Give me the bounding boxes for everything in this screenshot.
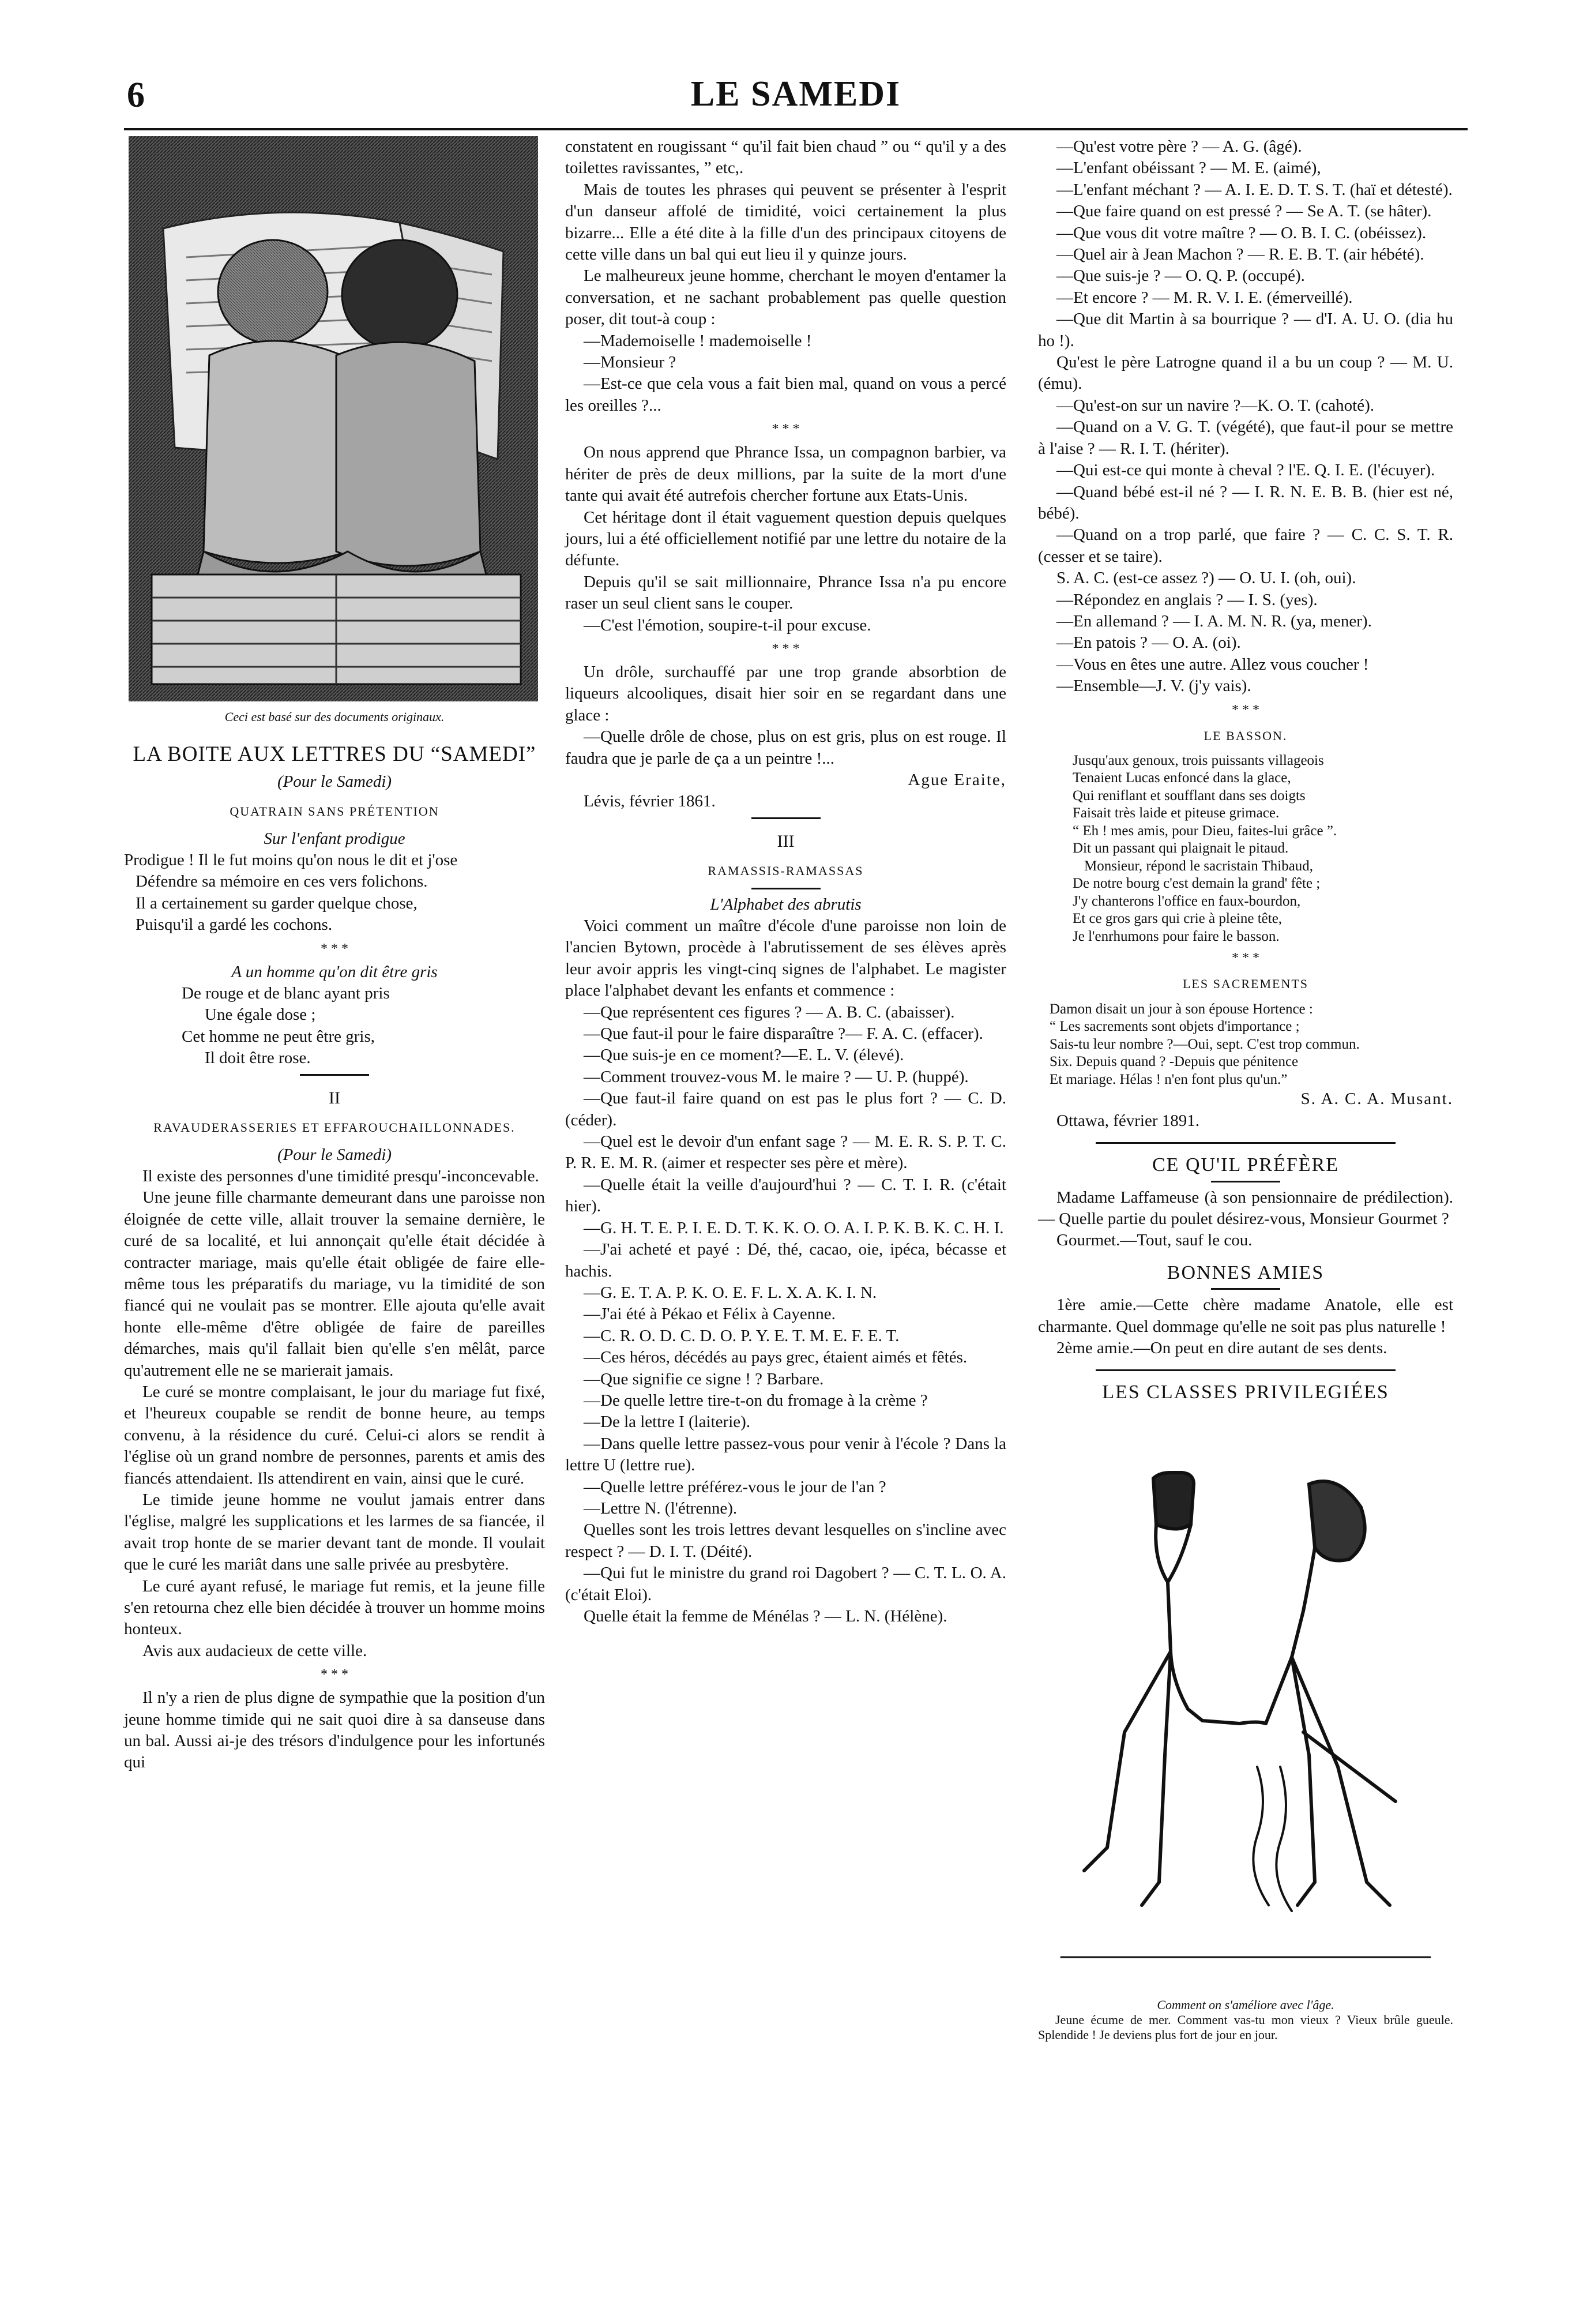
paragraph: —Qui fut le ministre du grand roi Dagobert ? — C. T. L. O. A. (c'était Eloi). (565, 1564, 1006, 1604)
poem1-line: Défendre sa mémoire en ces vers folichons. (136, 872, 428, 891)
basson-line: Qui reniflant et soufflant dans ses doigts (1073, 787, 1306, 804)
qa-line: —Qu'est-on sur un navire ?—K. O. T. (cahoté). (1056, 396, 1374, 415)
paragraph: —Est-ce que cela vous a fait bien mal, quand on vous a percé les oreilles ?... (565, 374, 1006, 415)
amies-heading: BONNES AMIES (1167, 1262, 1325, 1283)
paragraph: Voici comment un maître d'école d'une paroisse non loin de l'ancien Bytown, procède à l'abrutissement de ses élèves après leur avoir appris les vingt-cinq signes de l'alphabet. Le magister place l'alphabet devant les enfants et commence : (565, 917, 1006, 1000)
poem1-line: Prodigue ! Il le fut moins qu'on nous le dit et j'ose (124, 851, 458, 870)
ramassis-heading: RAMASSIS-RAMASSAS (708, 863, 864, 878)
paragraph: Gourmet.—Tout, sauf le cou. (1056, 1231, 1253, 1250)
qa-line: —Que dit Martin à sa bourrique ? — d'I. A. U. O. (dia hu ho !). (1038, 310, 1453, 350)
basson-line: “ Eh ! mes amis, pour Dieu, faites-lui grâce ”. (1073, 823, 1337, 839)
paragraph: —Que faut-il faire quand on est pas le plus fort ? — C. D. (céder). (565, 1089, 1006, 1129)
paragraph: —G. H. T. E. P. I. E. D. T. K. K. O. O. A. I. P. K. B. K. C. H. I. (584, 1218, 1004, 1237)
paragraph: —Que représentent ces figures ? — A. B. C. (abaisser). (584, 1003, 955, 1022)
paragraph: Quelle était la femme de Ménélas ? — L. N. (Hélène). (584, 1607, 947, 1625)
qa-line: —Ensemble—J. V. (j'y vais). (1056, 677, 1251, 696)
qa-line: —Quel air à Jean Machon ? — R. E. B. T. (air hébété). (1056, 245, 1424, 264)
paragraph: Le curé ayant refusé, le mariage fut remis, et la jeune fille s'en retourna chez elle bien décidée à trouver un homme moins honteux. (124, 1576, 545, 1639)
journal-title: LE SAMEDI (690, 74, 901, 114)
sacrements-line: Six. Depuis quand ? -Depuis que pénitence (1050, 1054, 1299, 1070)
paragraph: Avis aux audacieux de cette ville. (142, 1641, 367, 1660)
sacrements-line: “ Les sacrements sont objets d'importance ; (1050, 1019, 1300, 1035)
basson-line: Jusqu'aux genoux, trois puissants villageois (1073, 752, 1324, 768)
basson-line: Je l'enrhumons pour faire le basson. (1073, 928, 1280, 944)
qa-line: S. A. C. (est-ce assez ?) — O. U. I. (oh, oui). (1056, 569, 1356, 588)
poem2-line: Une égale dose ; (205, 1005, 316, 1024)
qa-line: —Répondez en anglais ? — I. S. (yes). (1056, 590, 1318, 609)
signature: Ague Eraite, (908, 770, 1006, 789)
poem1-line: Il a certainement su garder quelque chose, (136, 893, 418, 913)
qa-line: —L'enfant méchant ? — A. I. E. D. T. S. T. (haï et détesté). (1056, 180, 1453, 199)
paragraph: —G. E. T. A. P. K. O. E. F. L. X. A. K. I. N. (584, 1283, 877, 1302)
basson-line: Tenaient Lucas enfoncé dans la glace, (1073, 770, 1291, 786)
paragraph: —Lettre N. (l'étrenne). (584, 1499, 738, 1518)
qa-line: —Quand bébé est-il né ? — I. R. N. E. B. B. (hier est né, bébé). (1038, 482, 1453, 523)
paragraph: —Quelle drôle de chose, plus on est gris, plus on est rouge. Il faudra que je parle de ça a un peintre !... (565, 727, 1006, 768)
qa-line: —Vous en êtes une autre. Allez vous coucher ! (1056, 655, 1369, 674)
divider (300, 1074, 369, 1076)
poem1-title: Sur l'enfant prodigue (264, 829, 405, 848)
qa-line: —Quand on a V. G. T. (végété), que faut-il pour se mettre à l'aise ? — R. I. T. (hériter). (1038, 418, 1453, 458)
paragraph: Il existe des personnes d'une timidité presqu'-inconcevable. (142, 1166, 539, 1185)
qa-line: —Que suis-je ? — O. Q. P. (occupé). (1056, 266, 1305, 286)
column-2 (565, 136, 1006, 1627)
divider (1096, 1142, 1396, 1144)
basson-line: De notre bourg c'est demain la grand' fête ; (1073, 876, 1321, 892)
paragraph: Quelles sont les trois lettres devant lesquelles on s'incline avec respect ? — D. I. T. (Déité). (565, 1520, 1006, 1561)
paragraph: Le malheureux jeune homme, cherchant le moyen d'entamer la conversation, et ne sachant probablement pas quelle question poser, dit tout-à coup : (565, 266, 1006, 329)
paragraph: —Quelle lettre préférez-vous le jour de l'an ? (584, 1477, 886, 1496)
sacrements-line: Damon disait un jour à son épouse Hortence : (1050, 1001, 1313, 1017)
cherubs-engraving (129, 136, 538, 701)
qa-line: —Quand on a trop parlé, que faire ? — C. C. S. T. R. (cesser et se taire). (1038, 525, 1453, 566)
cartoon-caption: Comment on s'améliore avec l'âge. (1157, 1997, 1334, 2012)
basson-line: Dit un passant qui plaignait le pitaud. (1073, 840, 1289, 857)
qa-line: —En allemand ? — I. A. M. N. R. (ya, mener). (1056, 611, 1372, 630)
basson-heading: LE BASSON. (1204, 728, 1288, 743)
sacrements-heading: LES SACREMENTS (1182, 977, 1309, 992)
paragraph: —Monsieur ? (584, 353, 676, 372)
divider (1211, 1288, 1280, 1290)
poem2-title: A un homme qu'on dit être gris (231, 962, 438, 981)
quatrain-heading: QUATRAIN SANS PRÉTENTION (230, 804, 439, 819)
qa-line: —Qui est-ce qui monte à cheval ? l'E. Q. I. E. (l'écuyer). (1056, 461, 1435, 480)
paragraph: Mais de toutes les phrases qui peuvent se présenter à l'esprit d'un danseur affolé de timidité, voici certainement la plus bizarre... Elle a été dite à la fille d'un des principaux citoyens de cette ville dans un bal qui eut lieu il y quinze jours. (565, 180, 1006, 264)
paragraph: Depuis qu'il se sait millionnaire, Phrance Issa n'a pu encore raser un seul client sans le couper. (565, 572, 1006, 613)
page-number: 6 (127, 76, 145, 115)
paragraph: 2ème amie.—On peut en dire autant de ses dents. (1056, 1339, 1387, 1358)
paragraph: —De la lettre I (laiterie). (584, 1413, 751, 1432)
page-header (115, 74, 1476, 120)
paragraph: constatent en rougissant “ qu'il fait bien chaud ” ou “ qu'il y a des toilettes ravissantes, ” etc,. (565, 137, 1006, 178)
paragraph: —C'est l'émotion, soupire-t-il pour excuse. (584, 615, 871, 634)
paragraph: —J'ai été à Pékao et Félix à Cayenne. (584, 1305, 836, 1324)
paragraph: —J'ai acheté et payé : Dé, thé, cacao, oie, ipéca, bécasse et hachis. (565, 1240, 1006, 1281)
qa-line: —Que vous dit votre maître ? — O. B. I. C. (obéissez). (1056, 223, 1427, 242)
part2-byline: (Pour le Samedi) (277, 1145, 392, 1164)
sacrements-signature: S. A. C. A. Musant. (1300, 1090, 1453, 1109)
paragraph: Cet héritage dont il était vaguement question depuis quelques jours, lui a été officiellement notifié par une lettre du notaire de la défunte. (565, 508, 1006, 570)
paragraph: —C. R. O. D. C. D. O. P. Y. E. T. M. E. F. E. T. (584, 1326, 900, 1345)
basson-line: Faisait très laide et piteuse grimace. (1073, 805, 1280, 821)
sacrements-line: Sais-tu leur nombre ?—Oui, sept. C'est trop commun. (1050, 1036, 1360, 1052)
paragraph: —Que signifie ce signe ! ? Barbare. (584, 1369, 824, 1388)
paragraph: —De quelle lettre tire-t-on du fromage à la crème ? (584, 1391, 928, 1410)
cartoon-dialogue: Jeune écume de mer. Comment vas-tu mon vieux ? Vieux brûle gueule. Splendide ! Je deviens plus fort de jour en jour. (1038, 2012, 1453, 2042)
poem2-line: De rouge et de blanc ayant pris (182, 984, 390, 1003)
poem2-line: Il doit être rose. (205, 1049, 311, 1068)
paragraph: Le timide jeune homme ne voulut jamais entrer dans l'église, malgré les supplications et les larmes de sa fiancée, il avait trop honte de se marier devant tant de monde. Il voulait que le curé les mariât dans une salle privée au presbytère. (124, 1490, 545, 1574)
header-rule (124, 128, 1468, 130)
paragraph: Le curé se montre complaisant, le jour du mariage fut fixé, et l'heureux coupable se rendit de bonne heure, au temps convenu, à la résidence du curé. Celui-ci alors se rendit à l'église où un grand nombre de personnes, parents et amis des fiancés attendaient. Ils attendirent en vain, ainsi que le curé. (124, 1382, 545, 1488)
basson-line: J'y chanterons l'office en faux-bourdon, (1073, 893, 1301, 909)
divider (751, 817, 821, 819)
classes-heading: LES CLASSES PRIVILEGIÉES (1102, 1381, 1389, 1403)
section-byline: (Pour le Samedi) (277, 772, 392, 791)
basson-line: Monsieur, répond le sacristain Thibaud, (1084, 858, 1314, 874)
stars-divider: * * * (321, 1667, 348, 1683)
section-title: LA BOITE AUX LETTRES DU “SAMEDI” (133, 742, 536, 767)
sacrements-line: Et mariage. Hélas ! n'en font plus qu'un.” (1050, 1071, 1288, 1087)
divider (1211, 1181, 1280, 1182)
paragraph: —Quel est le devoir d'un enfant sage ? — M. E. R. S. P. T. C. P. R. E. M. R. (aimer et respecter ses père et mère). (565, 1132, 1006, 1173)
paragraph: Un drôle, surchauffé par une trop grande absorbtion de liqueurs alcooliques, disait hier soir en se regardant dans une glace : (565, 662, 1006, 724)
paragraph: On nous apprend que Phrance Issa, un compagnon barbier, va hériter de près de deux millions, par la suite de la mort d'une tante qui avait été autrefois chercher fortune aux Etats-Unis. (565, 443, 1006, 505)
part-numeral: II (329, 1088, 340, 1107)
paragraph: Il n'y a rien de plus digne de sympathie que la position d'un jeune homme timide qui ne sait quoi dire à sa danseuse dans un bal. Aussi ai-je des trésors d'indulgence pour les infortunés qui (124, 1688, 545, 1772)
stars-divider: * * * (1232, 702, 1259, 718)
ravauderasseries-heading: RAVAUDERASSERIES ET EFFAROUCHAILLONNADES. (153, 1120, 516, 1135)
column-3 (1038, 136, 1453, 2043)
paragraph: Une jeune fille charmante demeurant dans une paroisse non éloignée de cette ville, allait trouver la semaine dernière, le curé de sa localité, et lui annonçait qu'elle était décidée à contracter mariage, mais qu'elle était obligée de faire elle-même tous les préparatifs du mariage, vu la timidité de son fiancé qui ne voulait pas se montrer. Elle ajouta qu'elle avait honte elle-même d'être obligée de faire de pareilles démarches, mais qu'il fallait bien qu'elle s'en mêlât, parce qu'autrement elle ne se marierait jamais. (124, 1188, 545, 1380)
paragraph: Madame Laffameuse (à son pensionnaire de prédilection).— Quelle partie du poulet désirez-vous, Monsieur Gourmet ? (1038, 1188, 1453, 1228)
column-1 (124, 136, 545, 1774)
qa-line: —Que faire quand on est pressé ? — Se A. T. (se hâter). (1056, 202, 1432, 221)
paragraph: —Que faut-il pour le faire disparaître ?— F. A. C. (effacer). (584, 1024, 983, 1043)
paragraph: —Que suis-je en ce moment?—E. L. V. (élevé). (584, 1046, 904, 1065)
poem1-line: Puisqu'il a gardé les cochons. (136, 915, 333, 934)
stars-divider: * * * (772, 641, 800, 656)
engraving-caption: Ceci est basé sur des documents originaux. (224, 709, 445, 724)
part-numeral: III (777, 831, 795, 851)
poem2-line: Cet homme ne peut être gris, (182, 1027, 375, 1046)
paragraph: —Quelle était la veille d'aujourd'hui ? — C. T. I. R. (c'était hier). (565, 1175, 1006, 1216)
sacrements-place-date: Ottawa, février 1891. (1056, 1111, 1200, 1130)
basson-line: Et ce gros gars qui crie à pleine tête, (1073, 911, 1283, 927)
divider (751, 888, 821, 889)
qa-line: —L'enfant obéissant ? — M. E. (aimé), (1056, 159, 1321, 178)
qa-line: —En patois ? — O. A. (oi). (1056, 633, 1241, 652)
paragraph: —Dans quelle lettre passez-vous pour venir à l'école ? Dans la lettre U (lettre rue). (565, 1434, 1006, 1475)
stars-divider: * * * (1232, 951, 1259, 966)
qa-line: —Qu'est votre père ? — A. G. (âgé). (1056, 137, 1302, 156)
pipes-cartoon (1038, 1409, 1453, 1998)
alphabet-title: L'Alphabet des abrutis (710, 895, 862, 914)
paragraph: 1ère amie.—Cette chère madame Anatole, elle est charmante. Quel dommage qu'elle ne soit pas plus naturelle ! (1038, 1296, 1453, 1336)
stars-divider: * * * (772, 422, 800, 437)
qa-line: —Et encore ? — M. R. V. I. E. (émerveillé). (1056, 288, 1353, 307)
cherubs-engraving-image (129, 136, 538, 701)
qa-line: Qu'est le père Latrogne quand il a bu un coup ? — M. U. (ému). (1038, 353, 1453, 393)
stars-divider: * * * (321, 941, 348, 956)
pipes-cartoon-image (1038, 1409, 1453, 1998)
paragraph: —Mademoiselle ! mademoiselle ! (584, 331, 812, 350)
paragraph: —Ces héros, décédés au pays grec, étaient aimés et fêtés. (584, 1348, 968, 1367)
prefere-heading: CE QU'IL PRÉFÈRE (1152, 1154, 1339, 1176)
paragraph: —Comment trouvez-vous M. le maire ? — U. P. (huppé). (584, 1067, 969, 1086)
divider (1096, 1369, 1396, 1371)
place-date: Lévis, février 1861. (584, 792, 716, 811)
